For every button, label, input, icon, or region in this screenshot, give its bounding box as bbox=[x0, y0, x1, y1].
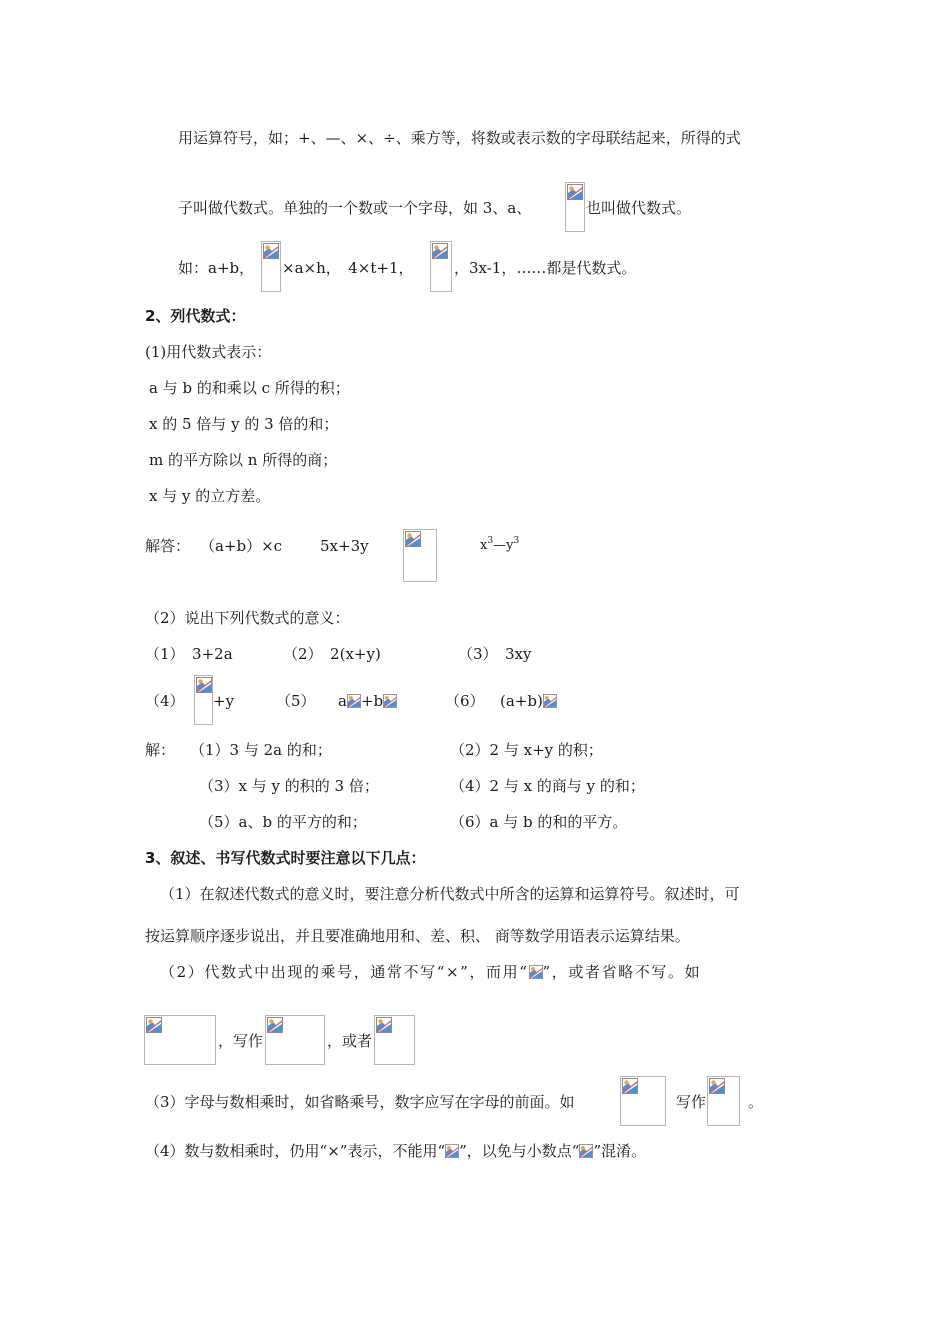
intro-example-a: 如：a+b， bbox=[178, 259, 255, 277]
section-3-p4-a: （4）数与数相乘时，仍用“×”表示，不能用“ bbox=[145, 1142, 446, 1160]
section-3-p1-line-2: 按运算顺序逐步说出，并且要准确地用和、差、积、 商等数学用语表示运算结果。 bbox=[145, 927, 690, 945]
broken-image-icon bbox=[403, 529, 437, 582]
answer-4 bbox=[480, 536, 519, 556]
section-2-sub-1: (1)用代数式表示： bbox=[145, 343, 272, 361]
broken-image-icon bbox=[194, 675, 213, 725]
broken-image-icon bbox=[430, 241, 452, 292]
intro-example-b: ×a×h， 4×t+1， bbox=[282, 259, 414, 277]
question-2: （2） 2(x+y) bbox=[283, 645, 381, 663]
answer-4-minus-y: —y bbox=[493, 538, 514, 553]
solution-4: （4）2 与 x 的商与 y 的和； bbox=[450, 777, 645, 795]
answer-4-exponent: 3 bbox=[513, 536, 520, 546]
broken-image-icon bbox=[383, 693, 397, 709]
question-6-expr bbox=[500, 691, 557, 711]
broken-image-icon bbox=[445, 1143, 459, 1159]
solution-1: （1）3 与 2a 的和； bbox=[190, 741, 332, 759]
section-2-sub-2: （2）说出下列代数式的意义： bbox=[145, 609, 350, 627]
section-3-p1-line-1: （1）在叙述代数式的意义时，要注意分析代数式中所含的运算和运算符号。叙述时，可 bbox=[160, 885, 740, 903]
question-5-expr bbox=[338, 691, 397, 711]
broken-image-icon bbox=[565, 182, 585, 232]
answer-2: 5x+3y bbox=[320, 537, 369, 555]
answer-4-exponent: 3 bbox=[487, 536, 494, 546]
solution-3: （3）x 与 y 的积的 3 倍； bbox=[199, 777, 379, 795]
section-3-p2-a: （2）代数式中出现的乘号，通常不写“×”，而用“ bbox=[160, 963, 529, 981]
broken-image-icon bbox=[144, 1015, 216, 1065]
list-item: m 的平方除以 n 所得的商； bbox=[149, 451, 338, 469]
broken-image-icon bbox=[529, 964, 543, 980]
broken-image-icon bbox=[579, 1143, 593, 1159]
section-3-p3-a: （3）字母与数相乘时，如省略乘号，数字应写在字母的前面。如 bbox=[145, 1093, 575, 1111]
question-5-label: （5） bbox=[276, 692, 316, 710]
intro-line-2b: 也叫做代数式。 bbox=[586, 199, 692, 217]
question-5-a: a bbox=[338, 692, 347, 710]
question-4-tail: +y bbox=[213, 692, 235, 710]
broken-image-icon bbox=[347, 693, 361, 709]
section-3-heading: 3、叙述、书写代数式时要注意以下几点： bbox=[145, 849, 426, 867]
section-3-p2-write: ，写作 bbox=[218, 1032, 264, 1050]
broken-image-icon bbox=[543, 693, 557, 709]
section-2-heading: 2、列代数式： bbox=[145, 307, 246, 325]
question-5-plus-b: +b bbox=[360, 692, 384, 710]
section-3-p2-b: ”，或者省略不写。如 bbox=[542, 963, 702, 981]
broken-image-icon bbox=[707, 1076, 740, 1126]
list-item: a 与 b 的和乘以 c 所得的积； bbox=[149, 379, 350, 397]
broken-image-icon bbox=[620, 1076, 666, 1126]
solution-label: 解： bbox=[145, 741, 176, 759]
question-4-label: （4） bbox=[145, 692, 185, 710]
broken-image-icon bbox=[374, 1015, 415, 1065]
list-item: x 的 5 倍与 y 的 3 倍的和； bbox=[149, 415, 339, 433]
question-6-label: （6） bbox=[445, 692, 485, 710]
intro-line-2a: 子叫做代数式。单独的一个数或一个字母，如 3、a、 bbox=[178, 199, 532, 217]
section-3-p3-c: 。 bbox=[748, 1093, 764, 1111]
section-3-p3-b: 写作 bbox=[676, 1093, 707, 1111]
section-3-p4-b: ”，以免与小数点“ bbox=[459, 1142, 580, 1160]
section-3-p4 bbox=[145, 1141, 646, 1161]
question-1: （1） 3+2a bbox=[145, 645, 233, 663]
broken-image-icon bbox=[265, 1015, 325, 1065]
intro-example-c: ，3x-1，……都是代数式。 bbox=[454, 259, 637, 277]
answer-label: 解答： bbox=[145, 537, 191, 555]
broken-image-icon bbox=[261, 241, 281, 292]
solution-6: （6）a 与 b 的和的平方。 bbox=[450, 813, 628, 831]
solution-2: （2）2 与 x+y 的积； bbox=[450, 741, 603, 759]
list-item: x 与 y 的立方差。 bbox=[149, 487, 271, 505]
solution-5: （5）a、b 的平方的和； bbox=[199, 813, 367, 831]
section-3-p2-or: ，或者 bbox=[327, 1032, 373, 1050]
answer-1: （a+b）×c bbox=[200, 537, 283, 555]
question-6-ab: (a+b) bbox=[500, 692, 543, 710]
section-3-p2 bbox=[160, 962, 701, 982]
question-3: （3） 3xy bbox=[458, 645, 532, 663]
section-3-p4-c: ”混淆。 bbox=[593, 1142, 647, 1160]
intro-line-1: 用运算符号，如；+、—、×、÷、乘方等，将数或表示数的字母联结起来，所得的式 bbox=[178, 129, 741, 147]
answer-4-x: x bbox=[480, 538, 488, 553]
